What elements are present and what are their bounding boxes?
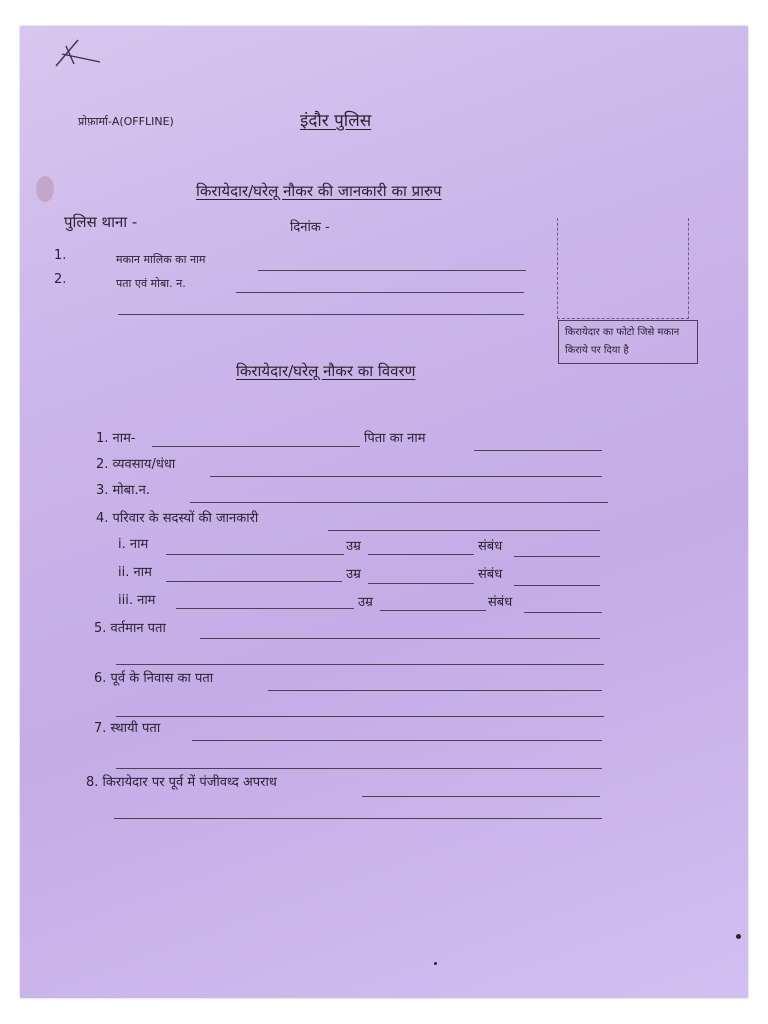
- current-address-line-2[interactable]: [116, 664, 604, 665]
- tenant-name-label: 1. नाम-: [96, 431, 136, 446]
- tenant-name-line[interactable]: [152, 446, 360, 447]
- owner-name-line[interactable]: [258, 270, 526, 271]
- police-station-label: पुलिस थाना -: [64, 213, 138, 231]
- form-subtitle: किरायेदार/घरेलू नौकर की जानकारी का प्रारुप: [196, 182, 442, 200]
- current-address-line[interactable]: [200, 638, 600, 639]
- paper-stain: [36, 176, 54, 202]
- form-title: इंदौर पुलिस: [300, 111, 372, 131]
- photo-caption: किरायेदार का फोटो जिसे मकान किराये पर दिया है: [558, 320, 698, 364]
- owner-address-line[interactable]: [236, 292, 524, 293]
- date-label: दिनांक -: [290, 220, 330, 235]
- member-name-line[interactable]: [166, 581, 342, 582]
- occupation-line[interactable]: [210, 476, 602, 477]
- family-line[interactable]: [328, 530, 600, 531]
- form-paper: [20, 26, 748, 998]
- member-age-label: उम्र: [346, 539, 361, 554]
- previous-address-label: 6. पूर्व के निवास का पता: [94, 671, 214, 686]
- criminal-record-line-2[interactable]: [114, 818, 602, 819]
- criminal-record-line[interactable]: [362, 796, 600, 797]
- member-relation-label: संबंध: [478, 539, 503, 554]
- member-relation-line[interactable]: [524, 612, 602, 613]
- member-age-line[interactable]: [368, 554, 474, 555]
- owner-name-label: मकान मालिक का नाम: [116, 253, 206, 266]
- permanent-address-line[interactable]: [192, 740, 602, 741]
- member-age-line[interactable]: [368, 583, 474, 584]
- father-name-line[interactable]: [474, 450, 602, 451]
- member-name-label: ii. नाम: [118, 565, 152, 580]
- owner-field-num: 2.: [54, 272, 67, 287]
- family-label: 4. परिवार के सदस्यों की जानकारी: [96, 511, 259, 526]
- occupation-label: 2. व्यवसाय/धंधा: [96, 457, 176, 472]
- criminal-record-label: 8. किरायेदार पर पूर्व में पंजीवध्द अपराध: [86, 775, 277, 790]
- permanent-address-label: 7. स्थायी पता: [94, 721, 161, 736]
- paper-speck: [434, 962, 437, 965]
- member-name-line[interactable]: [176, 608, 354, 609]
- mobile-line[interactable]: [190, 502, 608, 503]
- tenant-section-title: किरायेदार/घरेलू नौकर का विवरण: [236, 362, 416, 380]
- owner-address-line-2[interactable]: [118, 314, 524, 315]
- owner-field-num: 1.: [54, 248, 67, 263]
- member-name-label: i. नाम: [118, 537, 149, 552]
- previous-address-line[interactable]: [268, 690, 602, 691]
- current-address-label: 5. वर्तमान पता: [94, 621, 166, 636]
- proforma-label: प्रोफ़ार्मा-A(OFFLINE): [78, 115, 174, 128]
- member-relation-label: संबंध: [488, 595, 513, 610]
- owner-address-label: पता एवं मोबा. न.: [116, 277, 186, 290]
- member-name-line[interactable]: [166, 554, 344, 555]
- member-age-line[interactable]: [380, 610, 486, 611]
- paper-speck: [736, 934, 741, 939]
- member-relation-label: संबंध: [478, 567, 503, 582]
- member-age-label: उम्र: [358, 595, 373, 610]
- mobile-label: 3. मोबा.न.: [96, 483, 150, 498]
- corner-scribble-mark: [52, 36, 112, 72]
- member-relation-line[interactable]: [514, 585, 600, 586]
- member-name-label: iii. नाम: [118, 593, 156, 608]
- member-age-label: उम्र: [346, 567, 361, 582]
- photo-box[interactable]: [557, 218, 689, 319]
- permanent-address-line-2[interactable]: [116, 768, 602, 769]
- previous-address-line-2[interactable]: [116, 716, 604, 717]
- father-name-label: पिता का नाम: [364, 431, 426, 446]
- member-relation-line[interactable]: [514, 556, 600, 557]
